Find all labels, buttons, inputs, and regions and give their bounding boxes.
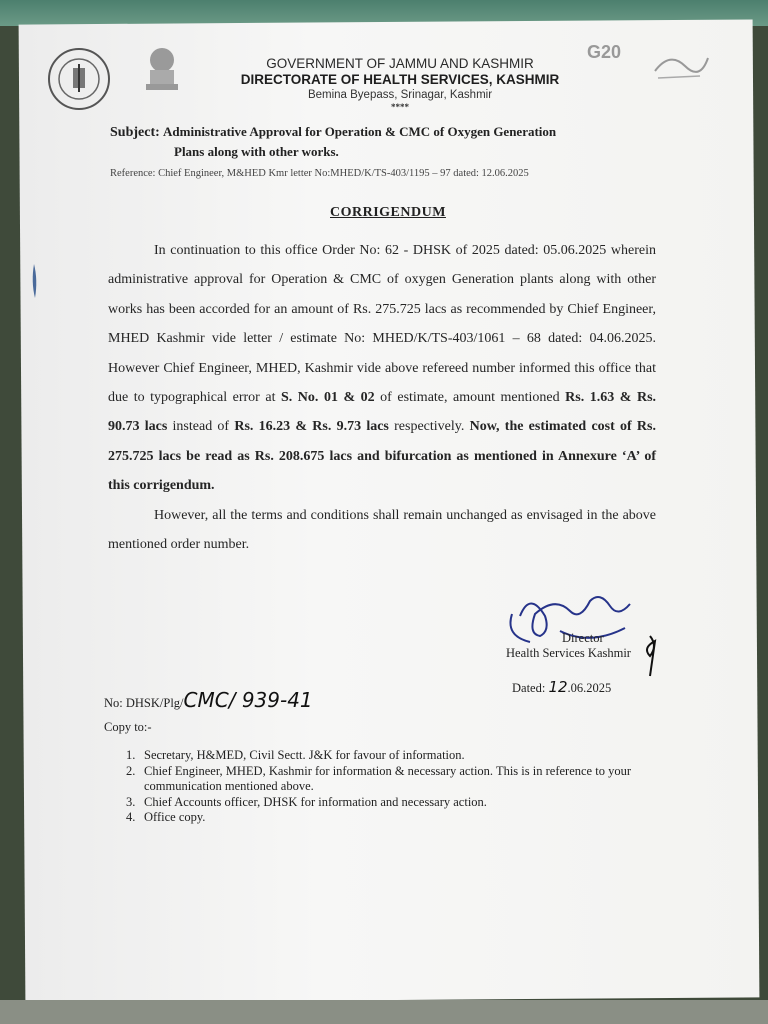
handwritten-order-number: CMC/ 939-41	[183, 688, 313, 712]
list-item: 4. Office copy.	[126, 810, 206, 824]
g20-logo: G20	[587, 42, 622, 62]
subject-label: Subject:	[110, 125, 160, 140]
handwritten-day: 12	[548, 678, 568, 696]
reference-line: Reference: Chief Engineer, M&HED Kmr letter No:MHED/K/TS-403/1195 – 97 dated: 12.06.2025	[110, 168, 529, 179]
document-title: CORRIGENDUM	[330, 205, 446, 220]
ministry-logo-icon	[650, 46, 710, 86]
corrigendum-body	[108, 236, 656, 559]
signatory-department: Health Services Kashmir	[506, 646, 631, 660]
subject-line-2: Plans along with other works.	[174, 144, 339, 159]
stars-separator: ****	[391, 102, 409, 112]
government-title: GOVERNMENT OF JAMMU AND KASHMIR	[266, 56, 534, 71]
signatory-designation: Director	[562, 631, 604, 645]
address-line: Bemina Byepass, Srinagar, Kashmir	[307, 89, 493, 101]
subject-line-1: Administrative Approval for Operation & CMC of Oxygen Generation	[163, 124, 557, 139]
list-item: 1. Secretary, H&MED, Civil Sectt. J&K for favour of information.	[126, 748, 465, 762]
background-bottom-edge	[0, 1000, 768, 1024]
paragraph-1: In continuation to this office Order No: 62 - DHSK of 2025 dated: 05.06.2025 wherein administrative approval for Operation & CMC of oxygen Generation plants along with other works has been accorded for an amount of Rs. 275.725 lacs as recommended by Chief Engineer, MHED Kashmir vide letter / estimate No: MHED/K/TS-403/1061 – 68 dated: 04.06.2025. However Chief Engineer, MHED, Kashmir vide above refereed number informed this office that due to typographical error at S. No. 01 & 02 of estimate, amount mentioned Rs. 1.63 & Rs. 90.73 lacs instead of Rs. 16.23 & Rs. 9.73 lacs respectively. Now, the estimated cost of Rs. 275.725 lacs be read as Rs. 208.675 lacs and bifurcation as mentioned in Annexure ‘A’ of this corrigendum.	[108, 243, 657, 494]
health-services-seal-icon	[46, 46, 112, 112]
list-item: 3. Chief Accounts officer, DHSK for information and necessary action.	[126, 794, 487, 809]
directorate-title: DIRECTORATE OF HEALTH SERVICES, KASHMIR	[240, 72, 560, 87]
list-item: 2. Chief Engineer, MHED, Kashmir for information & necessary action. This is in reference to your communication mentioned above.	[126, 763, 631, 793]
paragraph-2: However, all the terms and conditions shall remain unchanged as envisaged in the above mentioned order number.	[108, 507, 656, 553]
ink-smudge-icon	[28, 262, 40, 302]
national-emblem-icon	[140, 42, 184, 102]
copy-to-list	[126, 748, 666, 826]
order-number-line: No: DHSK/Plg/CMC/ 939-41	[104, 688, 313, 712]
subject-block	[110, 122, 670, 161]
copy-to-label: Copy to:-	[104, 720, 152, 734]
dated-line: Dated: 12.06.2025	[512, 678, 612, 696]
